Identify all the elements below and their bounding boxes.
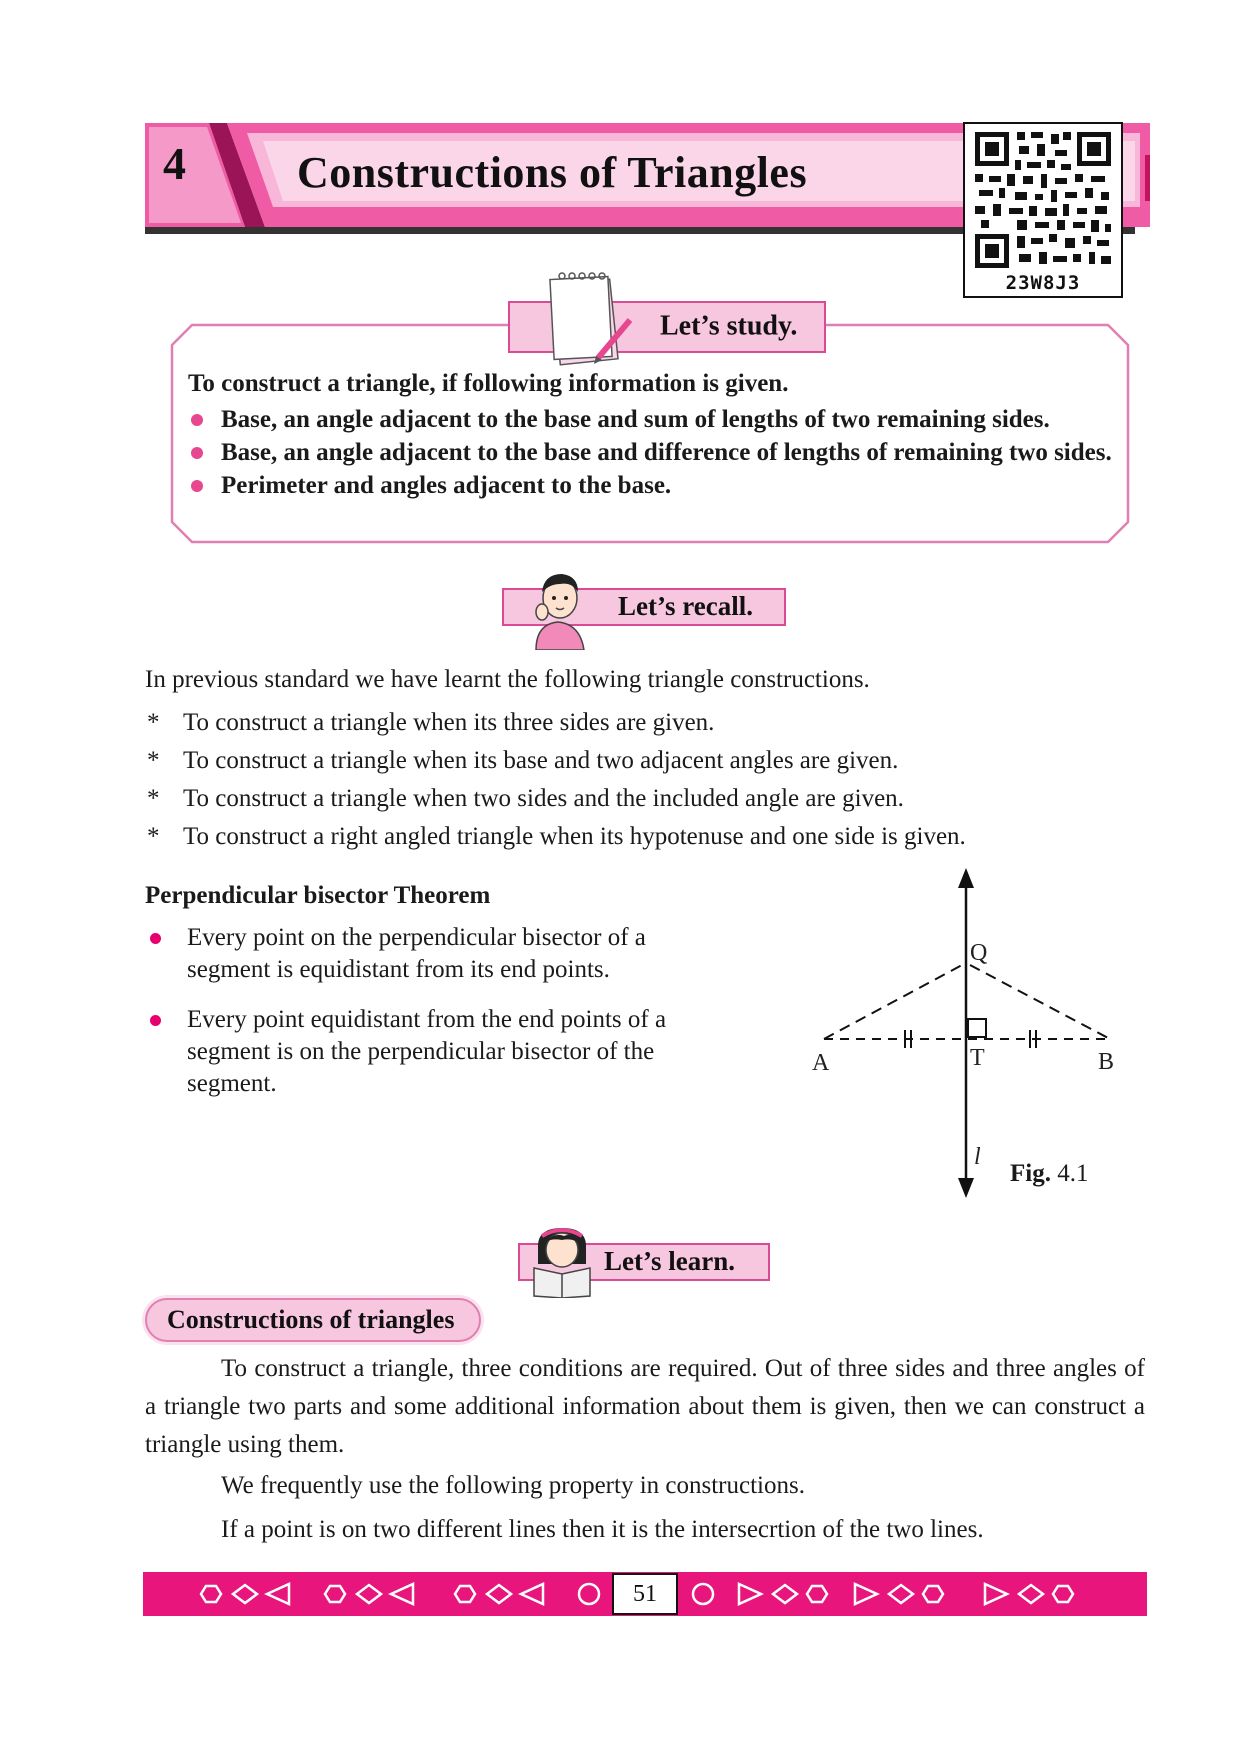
list-item — [145, 742, 1045, 780]
figure-caption-number: 4.1 — [1050, 1160, 1089, 1187]
hexagon-icon — [807, 1586, 827, 1602]
diamond-icon — [1019, 1585, 1043, 1603]
triangle-left-icon — [521, 1584, 543, 1604]
hexagon-icon — [325, 1586, 345, 1602]
figure-caption-bold: Fig. — [1010, 1160, 1051, 1187]
qr-pattern-icon — [965, 124, 1121, 274]
notepad-pencil-icon — [548, 268, 640, 370]
segment-bq — [970, 965, 1110, 1039]
arrow-down-icon — [958, 1178, 974, 1198]
list-item-text: To construct a triangle when its base and two adjacent angles are given. — [183, 747, 899, 774]
segment-aq — [824, 965, 962, 1039]
star-bullet: * — [147, 823, 160, 850]
diamond-icon — [889, 1585, 913, 1603]
page-number: 51 — [612, 1573, 678, 1615]
label-q: Q — [970, 940, 988, 966]
list-item-text: To construct a triangle when two sides and the included angle are given. — [183, 785, 904, 812]
hexagon-icon — [923, 1586, 943, 1602]
study-tag-label: Let’s study. — [660, 310, 798, 342]
hexagon-icon — [1053, 1586, 1073, 1602]
theorem-list — [145, 922, 705, 1118]
list-item: Base, an angle adjacent to the base and difference of lengths of remaining two sides. — [188, 436, 1118, 469]
label-t: T — [970, 1045, 985, 1071]
study-heading: To construct a triangle, if following information is given. — [188, 370, 789, 397]
learn-paragraph-1-text: To construct a triangle, three conditions are required. Out of three sides and three angles of a triangle two parts and some additional information about them is given, then we can construct a triangle using them. — [145, 1355, 1145, 1458]
star-bullet: * — [147, 709, 160, 736]
list-item — [145, 818, 1045, 856]
diamond-icon — [357, 1585, 381, 1603]
label-l: l — [974, 1144, 981, 1170]
list-item: Base, an angle adjacent to the base and sum of lengths of two remaining sides. — [188, 403, 1118, 436]
circle-icon — [579, 1584, 599, 1604]
qr-code-text: 23W8J3 — [1005, 272, 1081, 294]
list-item: Every point on the perpendicular bisector of a segment is equidistant from its end points. — [145, 922, 705, 986]
study-list — [188, 403, 1118, 502]
chapter-title: Constructions of Triangles — [297, 148, 808, 197]
circle-icon — [693, 1584, 713, 1604]
triangle-left-icon — [391, 1584, 413, 1604]
list-item: Perimeter and angles adjacent to the base. — [188, 469, 1118, 502]
figure-perpendicular-bisector — [800, 862, 1130, 1202]
hexagon-icon — [455, 1586, 475, 1602]
reading-girl-icon — [530, 1226, 596, 1298]
triangle-left-icon — [267, 1584, 289, 1604]
learn-paragraph-3: If a point is on two different lines then it is the intersecrtion of the two lines. — [221, 1516, 984, 1543]
chapter-number: 4 — [163, 138, 186, 189]
right-angle-mark — [968, 1019, 986, 1037]
figure-caption — [1010, 1160, 1088, 1188]
thinking-boy-icon — [528, 566, 590, 650]
diamond-icon — [233, 1585, 257, 1603]
label-b: B — [1098, 1049, 1115, 1075]
diamond-icon — [487, 1585, 511, 1603]
list-item — [145, 780, 1045, 818]
triangle-right-icon — [739, 1584, 761, 1604]
star-bullet: * — [147, 785, 160, 812]
diamond-icon — [773, 1585, 797, 1603]
recall-tag-label: Let’s recall. — [618, 590, 753, 621]
hexagon-icon — [201, 1586, 221, 1602]
recall-intro: In previous standard we have learnt the following triangle constructions. — [145, 666, 870, 693]
theorem-title: Perpendicular bisector Theorem — [145, 882, 491, 909]
label-a: A — [812, 1050, 830, 1076]
learn-tag-label: Let’s learn. — [604, 1245, 735, 1276]
list-item-text: To construct a right angled triangle when its hypotenuse and one side is given. — [183, 823, 966, 850]
learn-paragraph-1 — [145, 1350, 1145, 1464]
list-item-text: To construct a triangle when its three sides are given. — [183, 709, 715, 736]
section-title-pill — [145, 1298, 481, 1342]
list-item — [145, 704, 1045, 742]
recall-list — [145, 704, 1045, 856]
section-title: Constructions of triangles — [167, 1305, 455, 1334]
list-item: Every point equidistant from the end points of a segment is on the perpendicular bisector of the segment. — [145, 1004, 705, 1100]
triangle-right-icon — [985, 1584, 1007, 1604]
learn-paragraph-2: We frequently use the following property in constructions. — [221, 1472, 805, 1499]
triangle-right-icon — [855, 1584, 877, 1604]
arrow-up-icon — [958, 868, 974, 888]
star-bullet: * — [147, 747, 160, 774]
